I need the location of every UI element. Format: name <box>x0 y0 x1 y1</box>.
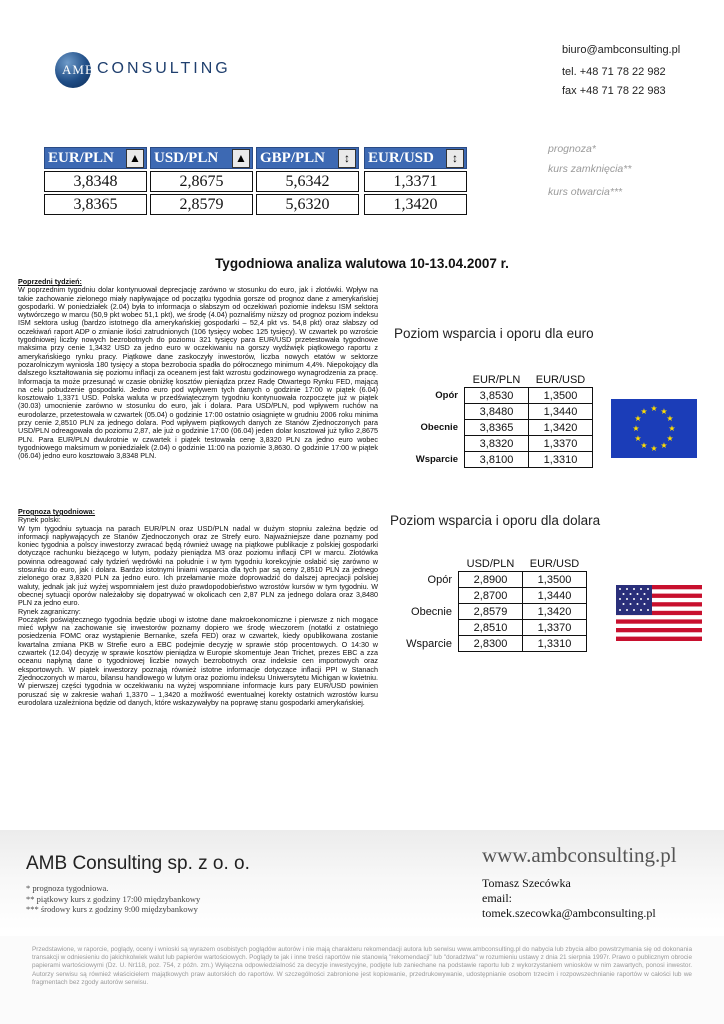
header-fax: fax +48 71 78 22 983 <box>562 85 666 97</box>
table-row <box>406 404 593 420</box>
footer-company-name: AMB Consulting sp. z o. o. <box>26 853 250 874</box>
row-label: Opór <box>435 390 458 401</box>
disclaimer-text: Przedstawione, w raporcie, poglądy, oceny i wnioski są wyrazem osobistych poglądów autorów i nie mają charakteru rekomendacji autora lub serwisu www.ambconsulting.pl do nabycia lub zbycia albo powstrzymania się od dokonania transakcji w odniesieniu do jakichkolwiek walut lub papierów wartościowych. Poglądy te jak i inne treści raportów nie stanowią "rekomendacji" lub "doradztwa" w rozumieniu ustawy z dnia 21 sierpnia 1997r. Prawo o publicznym obrocie papierami wartościowymi (Dz. U. Nr118, poz. 754, z późn. zm.) Wyłączna odpowiedzialność za decyzje inwestycyjne, podjęte lub zaniechane na podstawie raportu lub z wykorzystaniem wniosków w nim zawartych, ponosi inwestor. Autorzy serwisu są również właścicielem majątkowych praw autorskich do raportów. W szczególności zabronione jest kopiowanie, przedrukowywanie, udostępnianie osobom trzecim i rozpowszechnianie raportów w całości lub we fragmentach bez zgody autorów serwisu. <box>32 946 692 986</box>
header-email: biuro@ambconsulting.pl <box>562 44 681 56</box>
svg-text:★: ★ <box>640 407 648 416</box>
table-cell: 1,3420 <box>529 420 593 436</box>
currency-close-value: 3,8348 <box>44 171 147 192</box>
logo-amb-text: AMB <box>62 62 95 77</box>
row-label <box>406 404 465 420</box>
arrow-up-down-icon: ↕ <box>446 149 464 168</box>
footer-email-link[interactable]: tomek.szecowka@ambconsulting.pl <box>482 906 656 920</box>
row-label: Obecnie <box>411 605 452 618</box>
svg-text:★: ★ <box>660 407 668 416</box>
table-cell: 1,3500 <box>523 572 587 588</box>
row-label <box>406 436 465 452</box>
row-label: Wsparcie <box>415 454 458 465</box>
dollar-support-resistance-table <box>400 556 587 652</box>
table-cell: 3,8320 <box>465 436 529 452</box>
row-label <box>400 588 459 604</box>
arrow-up-down-icon: ↕ <box>338 149 356 168</box>
table-cell: 3,8530 <box>465 388 529 404</box>
footer-url-link[interactable]: www.ambconsulting.pl <box>482 843 677 867</box>
forecast-heading: Prognoza tygodniowa: <box>18 507 96 516</box>
svg-text:★: ★ <box>634 414 642 423</box>
euro-support-resistance-table <box>406 372 593 468</box>
footer-notes <box>26 883 200 915</box>
table-cell: 3,8365 <box>465 420 529 436</box>
table-cell: 2,8510 <box>459 620 523 636</box>
table-cell: 2,8300 <box>459 636 523 652</box>
page-title: Tygodniowa analiza walutowa 10-13.04.2007 r. <box>215 256 509 271</box>
table-row <box>406 436 593 452</box>
us-flag-icon <box>616 585 702 641</box>
footer-contact <box>482 876 656 921</box>
legend-close: kurs zamknięcia** <box>548 163 632 175</box>
currency-close-value: 5,6342 <box>256 171 359 192</box>
currency-close-value: 1,3371 <box>364 171 467 192</box>
header-tel: tel. +48 71 78 22 982 <box>562 66 666 78</box>
table-cell: 2,8900 <box>459 572 523 588</box>
table-cell: 1,3420 <box>523 604 587 620</box>
forecast-section <box>18 508 378 707</box>
table-header: EUR/PLN <box>472 373 521 386</box>
row-label: Wsparcie <box>406 637 452 650</box>
table-row <box>406 452 593 468</box>
table-row <box>400 636 587 652</box>
row-label: Obecnie <box>420 422 458 433</box>
svg-text:★: ★ <box>640 441 648 450</box>
legend-forecast: prognoza* <box>548 143 596 155</box>
svg-text:★: ★ <box>632 424 640 433</box>
currency-box-usdpln <box>150 147 253 215</box>
euro-table-title: Poziom wsparcia i oporu dla euro <box>394 326 594 341</box>
currency-name: EUR/USD <box>368 150 434 166</box>
currency-box-eurusd <box>364 147 467 215</box>
footer-person: Tomasz Szecówka <box>482 876 571 890</box>
table-cell: 1,3370 <box>529 436 593 452</box>
table-cell: 2,8579 <box>459 604 523 620</box>
row-label: Opór <box>427 573 452 586</box>
svg-text:★: ★ <box>666 434 674 443</box>
currency-name: EUR/PLN <box>48 150 114 166</box>
arrow-up-icon: ▲ <box>232 149 250 168</box>
arrow-up-icon: ▲ <box>126 149 144 168</box>
forecast-sub-foreign: Rynek zagraniczny: <box>18 606 81 616</box>
table-header: USD/PLN <box>466 557 515 570</box>
currency-name: USD/PLN <box>154 150 219 166</box>
forecast-sub-poland: Rynek polski: <box>18 515 61 525</box>
previous-week-heading: Poprzedni tydzień: <box>18 277 82 286</box>
table-cell: 3,8100 <box>465 452 529 468</box>
table-row <box>406 388 593 404</box>
dollar-table-title: Poziom wsparcia i oporu dla dolara <box>390 513 601 528</box>
table-cell: 1,3370 <box>523 620 587 636</box>
previous-week-section <box>18 278 378 461</box>
footer-note: * prognoza tygodniowa. <box>26 883 109 893</box>
legend-open: kurs otwarcia*** <box>548 186 623 198</box>
currency-close-value: 2,8675 <box>150 171 253 192</box>
table-header: EUR/USD <box>535 373 586 386</box>
table-cell: 1,3440 <box>529 404 593 420</box>
table-cell: 2,8700 <box>459 588 523 604</box>
currency-name: GBP/PLN <box>260 150 326 166</box>
footer-note: *** środowy kurs z godziny 9:00 międzybankowy <box>26 904 198 914</box>
svg-text:★: ★ <box>634 434 642 443</box>
eu-flag-icon <box>611 399 697 458</box>
table-cell: 1,3500 <box>529 388 593 404</box>
currency-open-value: 2,8579 <box>150 194 253 215</box>
forecast-text-poland: W tym tygodniu sytuacja na parach EUR/PLN oraz USD/PLN nadal w dużym stopniu zależna będzie od informacji napływających ze Stanów Zjednoczonych oraz ze Strefy euro. Najważniejsze dane poznamy pod koniec tygodnia a polscy inwestorzy zwracać będą również uwagę na piątkowe publikacje z polskiej gospodarki dotyczące rachunku bieżącego w lutym, podaży pieniądza M3 oraz poziomu inflacji CPI w marcu. Złotówka powinna odreagować cały tydzień wędrówki na południe i w tym tygodniu korekcyjnie osłabić się zarówno w stosunku do euro, jak i dolara. Bardzo istotnymi liniami wsparcia dla tych par są ceny 2,8510 PLN za jednego zielonego oraz 3,8320 PLN za jedno euro. Ich przełamanie może doprowadzić do dalszej aprecjacji polskiej waluty, jednak jak już wyżej wspomniałem jest dużo prawdopodobieństwo wzrostów kursów w tym tygodniu. W obecnej sytuacji oporów należałoby się dopatrywać w okolicach cen 2,87 PLN za jednego dolara oraz 3,8480 PLN za jedno euro. <box>18 523 378 608</box>
svg-text:★: ★ <box>668 424 676 433</box>
previous-week-text: W poprzednim tygodniu dolar kontynuował deprecjację zarówno w stosunku do euro, jak i złotówki. Wpływ na takie zachowanie zielonego miały napływające od początku tygodnia gorsze od prognoz dane z amerykańskiej gospodarki. W poniedziałek (2.04) była to informacja o słabszym od oczekiwań poziomie indeksu ISM sektora wytwórczego w marcu (50,9 pkt wobec 51,1 pkt), we środę (4.04) poznaliśmy niższy od prognoz poziom indeksu ISM sektora usług (bardzo istotnego dla amerykańskiej gospodarki – 52,4 pkt vs. 54,8 pkt) oraz słabszy od oczekiwań raport ADP o zmianie ilości zatrudnionych (106 tysięcy wobec 125 tysięcy). W czwartek po wzroście tygodniowej liczby nowych bezrobotnych do poziomu 321 tysięcy para EUR/USD przetestowała tygodnowe maksima przy cenie 1,3432 USD za jedno euro w oczekiwaniu na gorszy wydźwięk piątkowego raportu z amerykańskiego rynku pracy. Piątkowe dane zaskoczyły inwestorów, liczba nowych etatów w sektorze pozarolniczym wyniosła 180 tysięcy a stopa bezrobocia spadła do półrocznego minimum 4,4%. Niepokojący dla dalszego kształtowania się poziomu inflacji za oceanem jest fakt wzrostu godzinowego wynagrodzenia za pracę. Informacja ta może przesunąć w czasie obniżkę kosztów pieniądza przez Radę Otwartego Rynku FED, mającą na celu pobudzenie gospodarki. Jedno euro pod wpływem tych danych o godzinie 17:00 w piątek (6.04) kosztowało 1,3371 USD. Polska waluta w przedświątecznym tygodniu kontynuowała rozpoczęte już w piątek (30.03) umocnienie zarówno w stosunku do euro, jak i dolara. Para USD/PLN, pod wpływem ruchów na eurodolarze, przetestowała w czwartek (05.04) o godzinie 17:00 ostatnio osiągnięte w grudniu 2006 roku minima przy cenie 2,8510 PLN za jednego dolara. Pod wpływem piątkowych danych ze Stanów Zjednoczonych para USD/PLN odreagowała do poziomu 2,87, ale już o godzinie 17:00 (06.04) jeden dolar kosztował już tylko 2,8675 PLN. Para EUR/PLN dwukrotnie w czwartek i piątek testowała cenę 3,8320 PLN za jedno euro wobec tygodniowego maksimum w poniedziałek (2.04) o godzinie 11:00 na poziomie 3,8630. O godzinie 17:00 w piątek (06.04) jedno euro kosztowało 3,8348 PLN. <box>18 285 378 461</box>
currency-open-value: 1,3420 <box>364 194 467 215</box>
logo-consulting-text: CONSULTING <box>97 60 231 77</box>
footer-note: ** piątkowy kurs z godziny 17:00 międzybankowy <box>26 893 201 904</box>
table-cell: 1,3310 <box>523 636 587 652</box>
table-row <box>400 604 587 620</box>
svg-text:★: ★ <box>666 414 674 423</box>
forecast-text-foreign: Początek poświątecznego tygodnia będzie ubogi w istotne dane makroekonomiczne i pierwsze z nich mogące mieć wpływ na zachowanie się inwestorów poznamy dopiero we środę wieczorem (notatki z ostatniego posiedzenia FOMC oraz wystąpienie Bernanke, szefa FED) oraz w czwartek, kiedy opublikowana zostanie kwartalna zmiana PKB w Strefie euro a EBC podejmie decyzję w sprawie stóp procentowych. O 14:30 w czwartek (12.04) decyzję w sprawie kosztów pieniądza w Europie skomentuje Jean Trichet, prezes EBC a zza oceanu napłyną dane o tygodniowej liczbie nowych bezrobotnych oraz indeksie cen importowych oraz eksportowych. W piątek inwestorzy poznają również istotne informacje dotyczące inflacji PPI w Stanach Zjednoczonych w marcu, bilansu handlowego w lutym oraz poziomu indeksu Uniwersytetu Michigan w kwietniu. W pierwszej części tygodnia w oczekiwaniu na wyżej wspomniane informacje kurs pary EUR/USD powinien poruszać się w zakresie wahań 1,3370 – 1,3420 a możliwość ewentualnej korekty ostatnich wzrostów kursu eurodolara uzależniona będzie od danych, które wskazywałyby na poprawę stanu gospodarki amerykańskiej. <box>18 614 378 707</box>
currency-open-value: 5,6320 <box>256 194 359 215</box>
table-row <box>400 588 587 604</box>
table-header: EUR/USD <box>529 557 580 570</box>
row-label <box>400 620 459 636</box>
table-cell: 3,8480 <box>465 404 529 420</box>
table-row <box>406 420 593 436</box>
currency-open-value: 3,8365 <box>44 194 147 215</box>
table-cell: 1,3310 <box>529 452 593 468</box>
svg-text:★: ★ <box>660 441 668 450</box>
footer-email-label: email: <box>482 891 512 905</box>
svg-text:★: ★ <box>650 444 658 453</box>
table-row <box>400 620 587 636</box>
table-cell: 1,3440 <box>523 588 587 604</box>
table-row <box>400 572 587 588</box>
currency-box-eurpln <box>44 147 147 215</box>
currency-box-gbppln <box>256 147 359 215</box>
svg-text:★: ★ <box>650 404 658 413</box>
